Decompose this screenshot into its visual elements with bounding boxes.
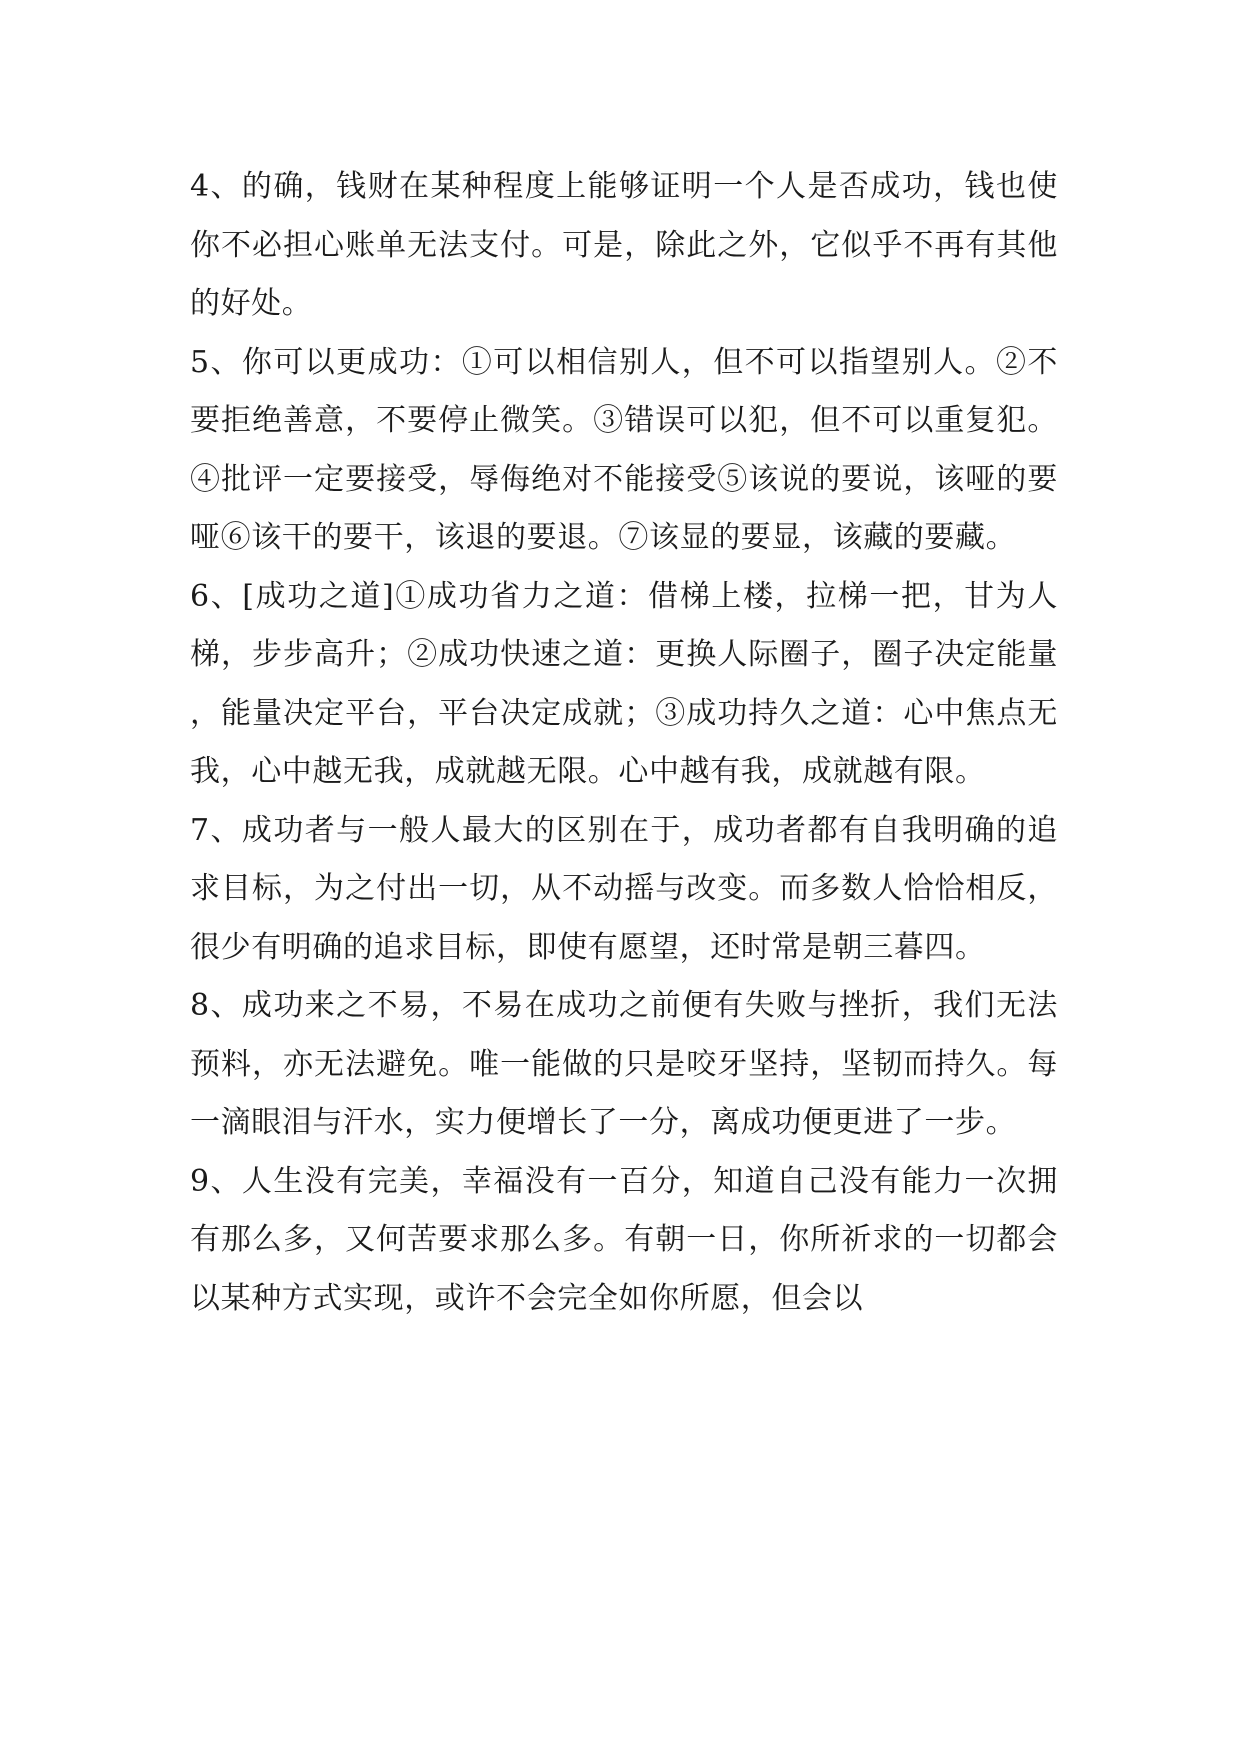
paragraph-9: 9、人生没有完美，幸福没有一百分，知道自己没有能力一次拥有那么多，又何苦要求那么多。有朝一日，你所祈求的一切都会以某种方式实现，或许不会完全如你所愿，但会以 — [190, 1163, 1058, 1316]
paragraph-8: 8、成功来之不易，不易在成功之前便有失败与挫折，我们无法预料，亦无法避免。唯一能做的只是咬牙坚持，坚韧而持久。每一滴眼泪与汗水，实力便增长了一分，离成功便更进了一步。 — [190, 988, 1058, 1140]
paragraph-4: 4、的确，钱财在某种程度上能够证明一个人是否成功，钱也使你不必担心账单无法支付。可是，除此之外，它似乎不再有其他的好处。 — [190, 169, 1058, 321]
paragraph-7: 7、成功者与一般人最大的区别在于，成功者都有自我明确的追求目标，为之付出一切，从不动摇与改变。而多数人恰恰相反，很少有明确的追求目标，即使有愿望，还时常是朝三暮四。 — [190, 812, 1058, 965]
document-page — [190, 158, 1058, 1328]
paragraph-6: 6、[成功之道]①成功省力之道：借梯上楼，拉梯一把，甘为人梯，步步高升；②成功快速之道：更换人际圈子，圈子决定能量，能量决定平台，平台决定成就；③成功持久之道：心中焦点无我，心中越无我，成就越无限。心中越有我，成就越有限。 — [190, 578, 1058, 789]
paragraph-5: 5、你可以更成功：①可以相信别人，但不可以指望别人。②不要拒绝善意，不要停止微笑。③错误可以犯，但不可以重复犯。④批评一定要接受，辱侮绝对不能接受⑤该说的要说，该哑的要哑⑥该干的要干，该退的要退。⑦该显的要显，该藏的要藏。 — [190, 344, 1058, 555]
